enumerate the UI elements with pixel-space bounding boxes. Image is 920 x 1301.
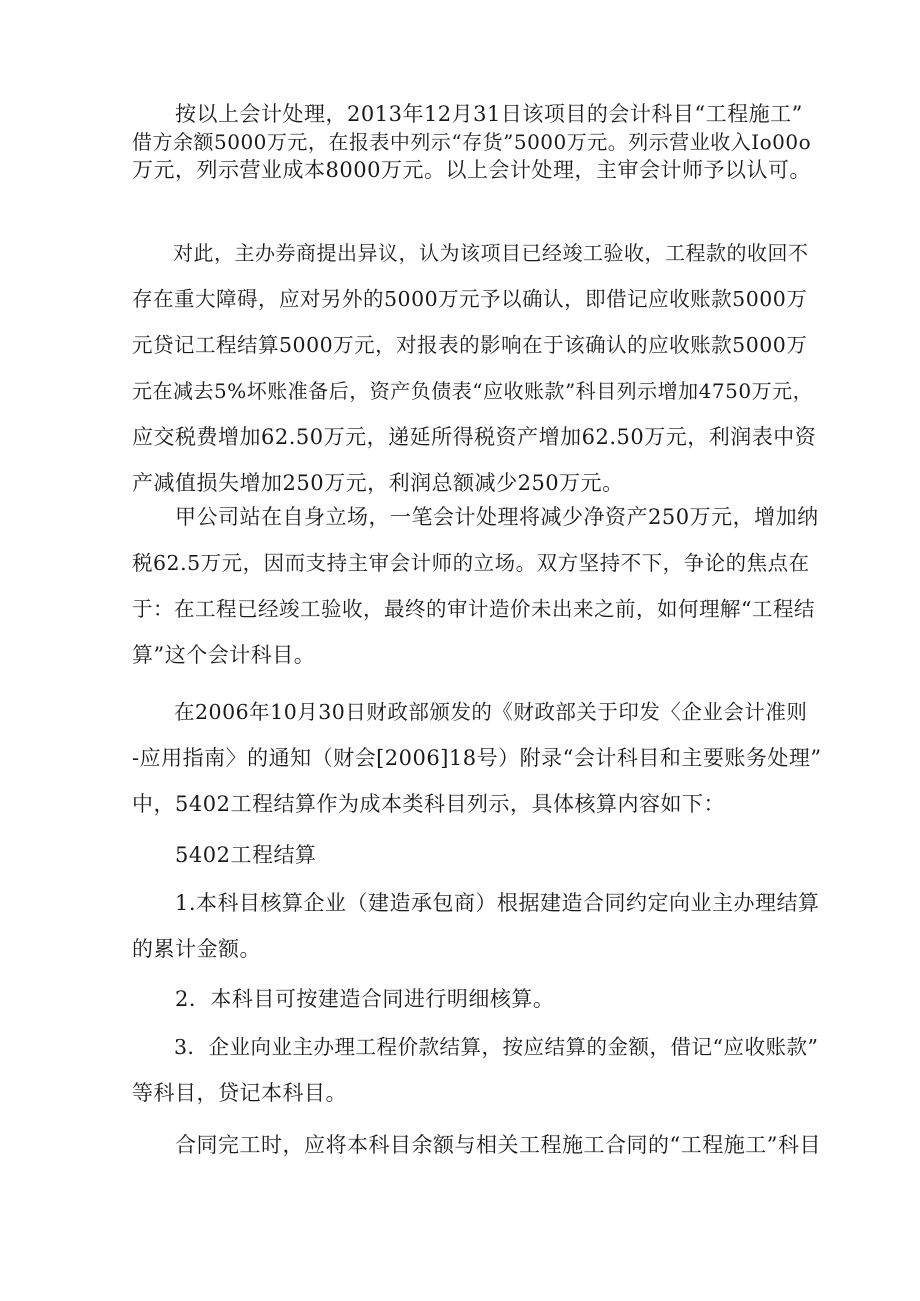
- text-line: 税62.5万元，因而支持主审会计师的立场。双方坚持不下，争论的焦点在: [132, 551, 810, 575]
- text-line: 2．本科目可按建造合同进行明细核算。: [132, 987, 555, 1011]
- text-line: 甲公司站在自身立场，一笔会计处理将减少净资产250万元，增加纳: [132, 505, 819, 529]
- text-line: 借方余额5000万元，在报表中列示“存货”5000万元。列示营业收入Io00o: [132, 130, 812, 154]
- text-line: 按以上会计处理，2013年12月31日该项目的会计科目“工程施工”: [132, 102, 803, 126]
- text-line: 中，5402工程结算作为成本类科目列示，具体核算内容如下：: [132, 792, 725, 816]
- text-line: 合同完工时，应将本科目余额与相关工程施工合同的“工程施工”科目: [132, 1133, 821, 1157]
- list-item-3: [132, 1024, 819, 1116]
- text-line: 的累计金额。: [132, 937, 261, 961]
- text-line: 元在减去5%坏账准备后，资产负债表“应收账款”科目列示增加4750万元，: [132, 379, 814, 403]
- list-item-1: [132, 880, 820, 972]
- text-line: 在2006年10月30日财政部颁发的《财政部关于印发〈企业会计准则: [132, 700, 808, 724]
- text-line: 于：在工程已经竣工验收，最终的审计造价未出来之前，如何理解“工程结: [132, 597, 815, 621]
- text-line: 3．企业向业主办理工程价款结算，按应结算的金额，借记“应收账款”: [132, 1035, 819, 1059]
- text-line: 存在重大障碍，应对另外的5000万元予以确认，即借记应收账款5000万: [132, 287, 808, 311]
- text-line: 对此，主办券商提出异议，认为该项目已经竣工验收，工程款的收回不: [132, 241, 809, 265]
- text-line: 应交税费增加62.50万元，递延所得税资产增加62.50万元，利润表中资: [132, 425, 817, 449]
- text-line: 等科目，贷记本科目。: [132, 1081, 347, 1105]
- text-line: 5402工程结算: [132, 843, 317, 867]
- paragraph-accounting-treatment: [132, 100, 812, 184]
- paragraph-company-position: [132, 494, 819, 678]
- paragraph-ministry-guidance: [132, 689, 822, 827]
- section-heading-5402: [132, 832, 812, 878]
- text-line: 产减值损失增加250万元，利润总额减少250万元。: [132, 471, 624, 495]
- text-line: 算”这个会计科目。: [132, 643, 316, 667]
- text-line: 万元，列示营业成本8000万元。以上会计处理，主审会计师予以认可。: [132, 158, 811, 182]
- text-line: 元贷记工程结算5000万元，对报表的影响在于该确认的应收账款5000万: [132, 333, 808, 357]
- text-line: 1.本科目核算企业（建造承包商）根据建造合同约定向业主办理结算: [132, 891, 820, 915]
- text-line: -应用指南〉的通知（财会[2006]18号）附录“会计科目和主要账务处理”: [132, 746, 822, 770]
- paragraph-contract-completion: [132, 1122, 821, 1168]
- list-item-2: [132, 976, 812, 1022]
- paragraph-underwriter-objection: [132, 230, 817, 506]
